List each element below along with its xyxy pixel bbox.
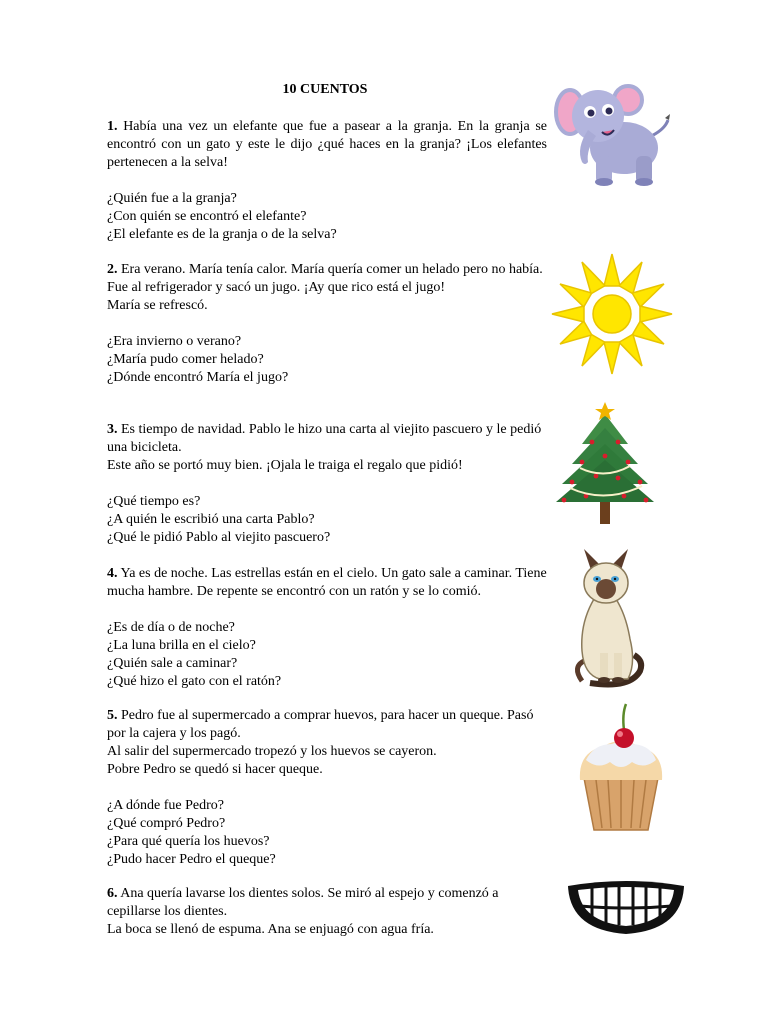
story-line: Al salir del supermercado tropezó y los huevos se cayeron. [107, 744, 437, 759]
christmas-tree-icon [552, 400, 658, 528]
question-list [107, 493, 547, 547]
story-line: Pobre Pedro se quedó si hacer queque. [107, 762, 323, 777]
story-5 [107, 707, 547, 869]
elephant-icon [552, 82, 672, 188]
story-3 [107, 421, 547, 547]
question: ¿A dónde fue Pedro? [107, 798, 225, 813]
question: ¿Pudo hacer Pedro el queque? [107, 852, 276, 867]
story-line: Ya es de noche. Las estrellas están en el cielo. Un gato sale a caminar. Tiene mucha hambre. De repente se encontró con un ratón y se lo comió. [107, 566, 547, 599]
story-line: Este año se portó muy bien. ¡Ojala le traiga el regalo que pidió! [107, 458, 463, 473]
question: ¿Quién sale a caminar? [107, 656, 238, 671]
question: ¿Con quién se encontró el elefante? [107, 209, 307, 224]
question-list [107, 797, 547, 869]
story-line: Fue al refrigerador y sacó un jugo. ¡Ay que rico está el jugo! [107, 280, 446, 295]
question-list [107, 333, 547, 387]
story-line: Era verano. María tenía calor. María quería comer un helado pero no había. [121, 262, 543, 277]
question: ¿María pudo comer helado? [107, 352, 264, 367]
story-6 [107, 885, 547, 939]
story-line: Ana quería lavarse los dientes solos. Se miró al espejo y comenzó a cepillarse los dientes. [107, 886, 499, 919]
story-line: María se refrescó. [107, 298, 208, 313]
smile-teeth-icon [564, 876, 688, 938]
cat-illustration [570, 543, 648, 691]
story-number: 5. [107, 708, 118, 723]
story-2 [107, 261, 547, 387]
question: ¿Qué le pidió Pablo al viejito pascuero? [107, 530, 331, 545]
question: ¿Qué hizo el gato con el ratón? [107, 674, 282, 689]
question: ¿Es de día o de noche? [107, 620, 235, 635]
story-text [107, 261, 547, 279]
cat-icon [570, 543, 648, 691]
question: ¿Qué compró Pedro? [107, 816, 226, 831]
story-number: 1. [107, 119, 118, 134]
question: ¿A quién le escribió una carta Pablo? [107, 512, 315, 527]
story-text [107, 565, 547, 601]
story-text [107, 118, 547, 172]
page-title: 10 CUENTOS [282, 82, 368, 97]
story-number: 2. [107, 262, 118, 277]
question: ¿La luna brilla en el cielo? [107, 638, 256, 653]
story-1 [107, 118, 547, 244]
story-number: 6. [107, 886, 118, 901]
question: ¿Quién fue a la granja? [107, 191, 237, 206]
story-number: 3. [107, 422, 118, 437]
story-text [107, 707, 547, 743]
story-line: Había una vez un elefante que fue a pasear a la granja. En la granja se encontró con un gato y este le dijo ¿qué haces en la granja? ¡Los elefantes pertenecen a la selva! [107, 119, 548, 170]
question: ¿Qué tiempo es? [107, 494, 201, 509]
question: ¿Era invierno o verano? [107, 334, 242, 349]
story-text [107, 885, 547, 921]
story-number: 4. [107, 566, 118, 581]
smile-teeth-illustration [564, 876, 688, 938]
story-line: Pedro fue al supermercado a comprar huevos, para hacer un queque. Pasó por la cajera y los pagó. [107, 708, 534, 741]
story-line: La boca se llenó de espuma. Ana se enjuagó con agua fría. [107, 922, 434, 937]
question-list [107, 619, 547, 691]
christmas-tree-illustration [552, 400, 658, 528]
story-line: Es tiempo de navidad. Pablo le hizo una carta al viejito pascuero y le pedió una bicicleta. [107, 422, 542, 455]
question: ¿El elefante es de la granja o de la selva? [107, 227, 337, 242]
story-text [107, 421, 547, 457]
story-4 [107, 565, 547, 691]
question: ¿Dónde encontró María el jugo? [107, 370, 289, 385]
question: ¿Para qué quería los huevos? [107, 834, 270, 849]
elephant-illustration [552, 82, 672, 188]
sun-icon [550, 252, 674, 376]
question-list [107, 190, 547, 244]
sun-illustration [550, 252, 674, 376]
cupcake-illustration [574, 700, 668, 832]
cupcake-icon [574, 700, 668, 832]
